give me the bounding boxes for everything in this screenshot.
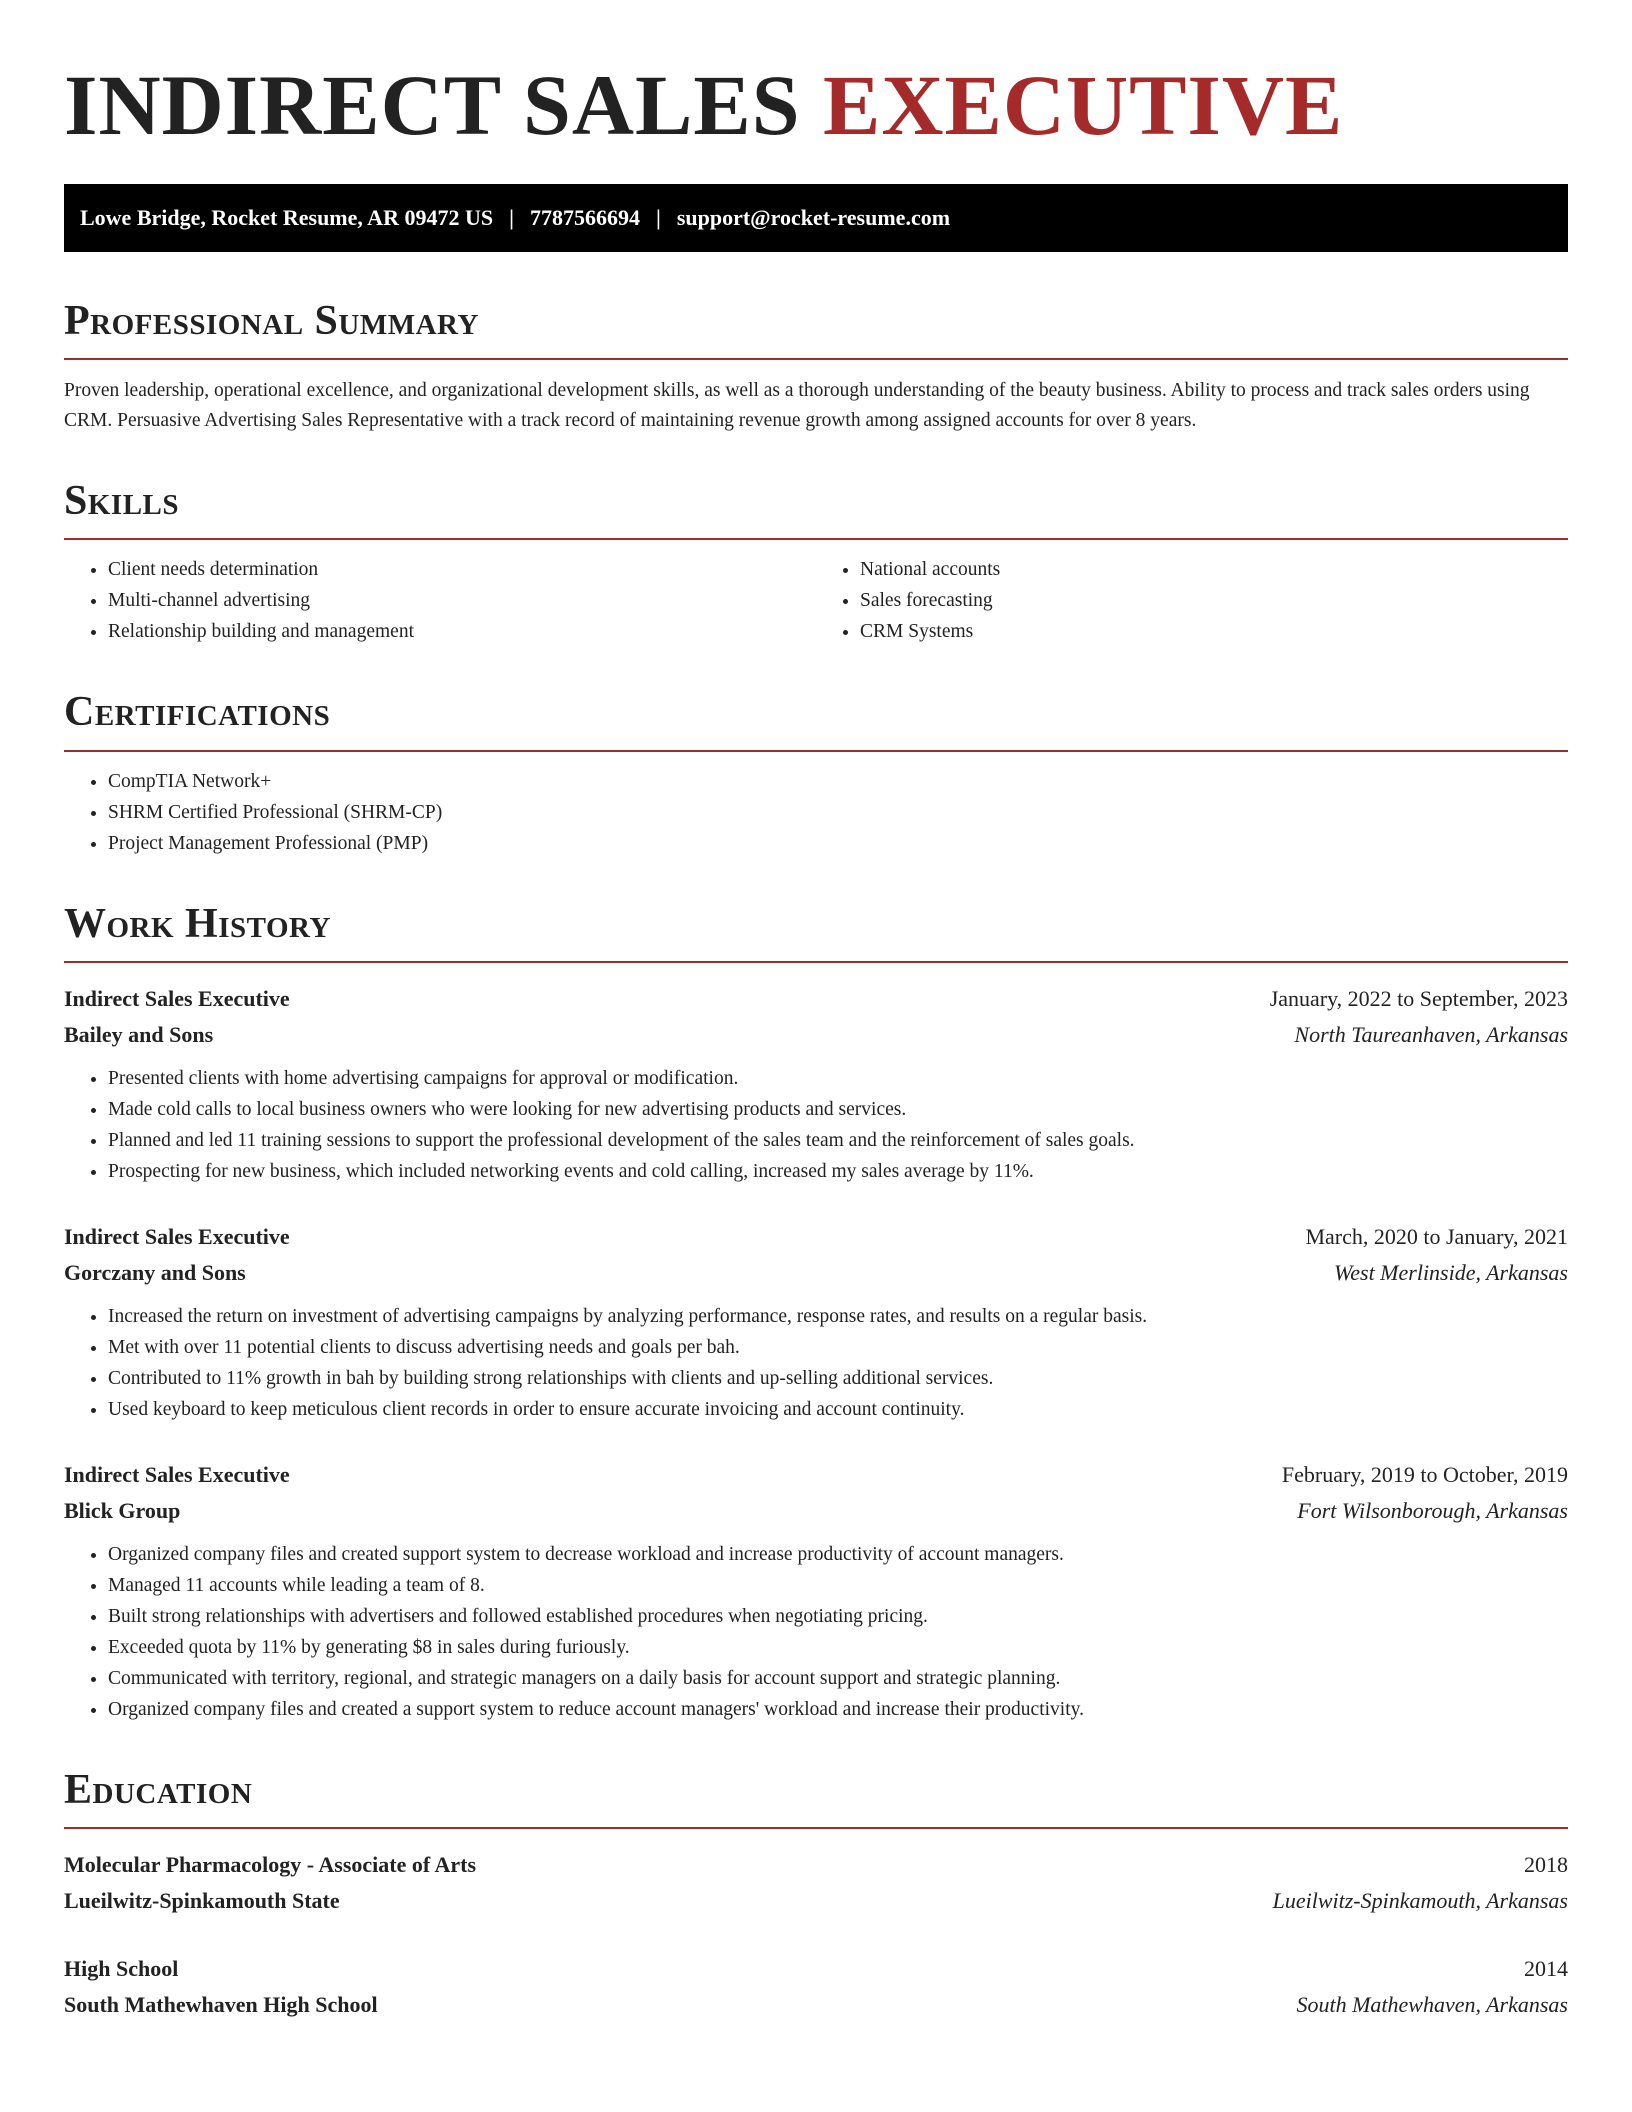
skill-item: • Client needs determination [108,554,816,585]
job-duty: • Communicated with territory, regional, and strategic managers on a daily basis for account support and strategic planning. [108,1663,1568,1694]
job-role: Indirect Sales Executive [64,1223,290,1249]
job-duties-list [64,1063,1568,1187]
education-header-row [64,1951,1568,1987]
education-header-row [64,1847,1568,1883]
job-header-row [64,981,1568,1017]
skills-column-left [64,540,816,647]
job-company-row [64,1255,1568,1291]
contact-phone: 7787566694 [529,205,640,230]
section-divider [64,750,1568,752]
job-entry [64,1219,1568,1425]
contact-email[interactable]: support@rocket-resume.com [676,205,951,230]
certification-item: • SHRM Certified Professional (SHRM-CP) [108,797,1568,828]
section-divider [64,358,1568,360]
skill-item: • Sales forecasting [860,585,1568,616]
section-divider [64,961,1568,963]
job-header-row [64,1457,1568,1493]
education-entry [64,1847,1568,1919]
education-location: South Mathewhaven, Arkansas [1296,1991,1568,2017]
skills-grid [64,540,1568,647]
job-duty: • Presented clients with home advertising campaigns for approval or modification. [108,1063,1568,1094]
job-location: North Taureanhaven, Arkansas [1294,1021,1568,1047]
job-dates: February, 2019 to October, 2019 [1281,1461,1568,1487]
education-degree: Molecular Pharmacology - Associate of Arts [64,1851,477,1877]
skill-item: • CRM Systems [860,616,1568,647]
skill-item: • Multi-channel advertising [108,585,816,616]
education-degree: High School [64,1955,179,1981]
skills-section-header [64,478,1568,540]
job-duty: • Managed 11 accounts while leading a team of 8. [108,1570,1568,1601]
job-duty: • Exceeded quota by 11% by generating $8 in sales during furiously. [108,1632,1568,1663]
certifications-list [64,766,1568,859]
contact-address: Lowe Bridge, Rocket Resume, AR 09472 US [80,205,494,230]
skills-list-right [816,554,1568,647]
certifications-section-header [64,689,1568,751]
job-duty: • Contributed to 11% growth in bah by building strong relationships with clients and up-selling additional services. [108,1363,1568,1394]
job-entry [64,1457,1568,1725]
job-company: Gorczany and Sons [64,1259,246,1285]
education-school-row [64,1883,1568,1919]
job-role: Indirect Sales Executive [64,985,290,1011]
education-school-row [64,1987,1568,2023]
job-company: Bailey and Sons [64,1021,214,1047]
job-duty: • Built strong relationships with advertisers and followed established procedures when negotiating pricing. [108,1601,1568,1632]
job-company: Blick Group [64,1497,181,1523]
education-entry [64,1951,1568,2023]
education-year: 2014 [1524,1955,1568,1981]
skills-list-left [64,554,816,647]
certification-item: • CompTIA Network+ [108,766,1568,797]
section-divider [64,1827,1568,1829]
job-company-row [64,1017,1568,1053]
section-title-work: Work History [64,900,331,947]
title-main: INDIRECT SALES [64,57,801,153]
education-section-header [64,1767,1568,1829]
job-duty: • Planned and led 11 training sessions to support the professional development of the sales team and the reinforcement of sales goals. [108,1125,1568,1156]
job-location: West Merlinside, Arkansas [1333,1259,1568,1285]
section-title-certifications: Certifications [64,689,331,736]
resume-title [64,57,1568,153]
job-duty: • Met with over 11 potential clients to discuss advertising needs and goals per bah. [108,1332,1568,1363]
education-location: Lueilwitz-Spinkamouth, Arkansas [1272,1887,1568,1913]
job-dates: March, 2020 to January, 2021 [1305,1223,1568,1249]
job-duties-list [64,1539,1568,1725]
job-entry [64,981,1568,1187]
summary-section-header [64,298,1568,360]
education-school: Lueilwitz-Spinkamouth State [64,1887,340,1913]
job-duty: • Organized company files and created a support system to reduce account managers' workload and increase their productivity. [108,1694,1568,1725]
job-header-row [64,1219,1568,1255]
skills-column-right [816,540,1568,647]
contact-bar [64,184,1568,252]
job-duty: • Made cold calls to local business owners who were looking for new advertising products and services. [108,1094,1568,1125]
education-school: South Mathewhaven High School [64,1991,378,2017]
job-duty: • Organized company files and created support system to decrease workload and increase productivity of account managers. [108,1539,1568,1570]
job-duty: • Used keyboard to keep meticulous client records in order to ensure accurate invoicing and account continuity. [108,1394,1568,1425]
certification-item: • Project Management Professional (PMP) [108,828,1568,859]
job-duties-list [64,1301,1568,1425]
section-title-education: Education [64,1766,253,1813]
title-accent: EXECUTIVE [823,57,1344,153]
education-year: 2018 [1524,1851,1568,1877]
contact-separator: | [509,205,514,230]
job-duty: • Prospecting for new business, which included networking events and cold calling, increased my sales average by 11%. [108,1156,1568,1187]
work-section-header [64,901,1568,963]
job-company-row [64,1493,1568,1529]
job-role: Indirect Sales Executive [64,1461,290,1487]
section-title-summary: Professional Summary [64,298,479,344]
job-dates: January, 2022 to September, 2023 [1269,985,1568,1011]
job-location: Fort Wilsonborough, Arkansas [1297,1497,1568,1523]
section-title-skills: Skills [64,478,180,525]
skill-item: • National accounts [860,554,1568,585]
job-duty: • Increased the return on investment of advertising campaigns by analyzing performance, response rates, and results on a regular basis. [108,1301,1568,1332]
contact-separator: | [655,205,661,230]
summary-text: Proven leadership, operational excellence, and organizational development skills, as well as a thorough understanding of the beauty business. Ability to process and track sales orders using CRM. Persuasive Advertising Sales Representative with a track record of maintaining revenue growth among assigned accounts for over 8 years. [64,380,1530,432]
skill-item: • Relationship building and management [108,616,816,647]
